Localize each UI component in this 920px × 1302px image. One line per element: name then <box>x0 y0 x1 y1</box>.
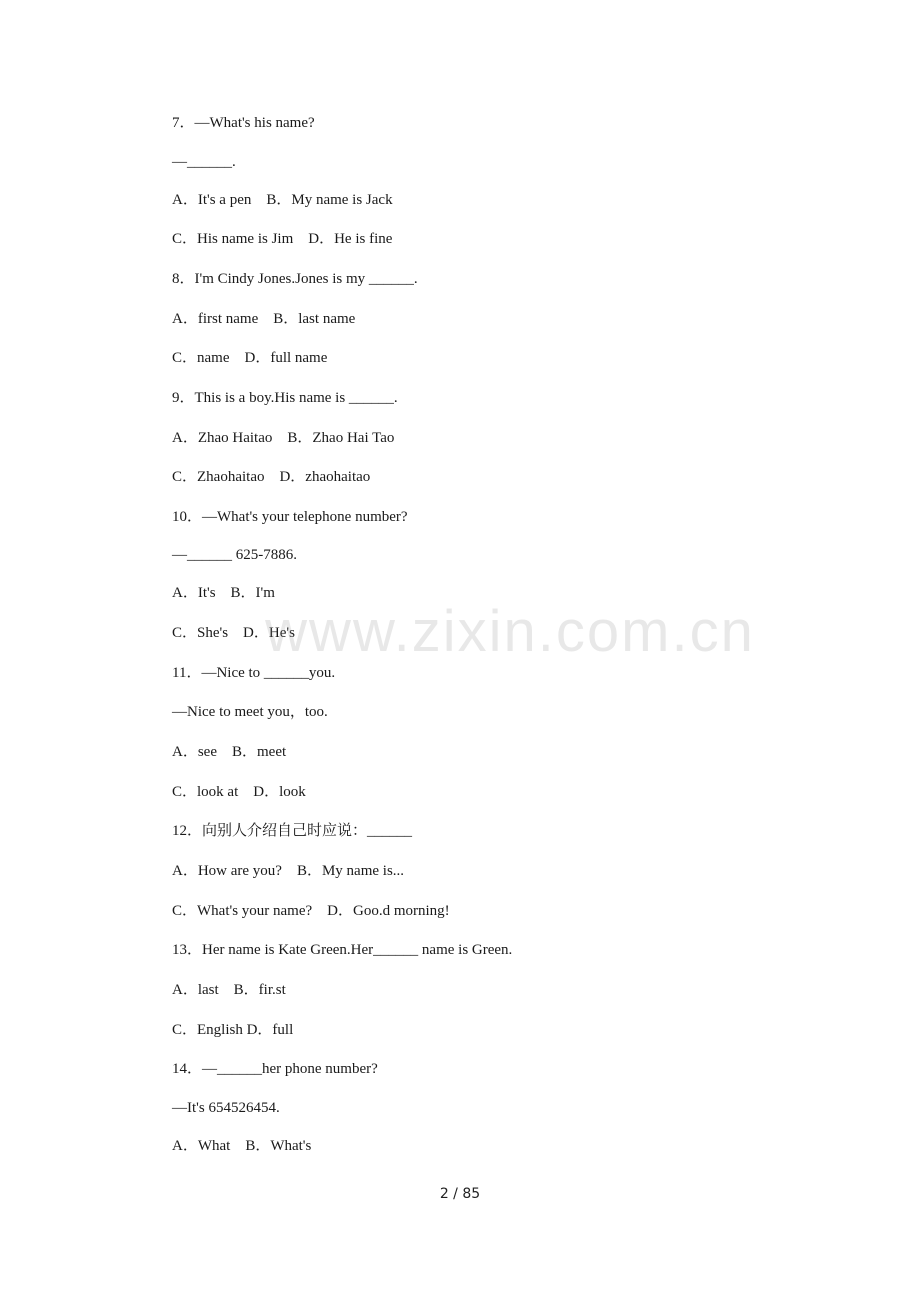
options-cd: C．What's your name? D．Goo.d morning! <box>172 903 450 919</box>
question-7: 7．—What's his name? <box>172 115 315 131</box>
options-ab: A．It's B．I'm <box>172 585 275 601</box>
options-ab: A．first name B．last name <box>172 311 356 327</box>
page-number: 2 / 85 <box>439 1186 481 1202</box>
options-cd: C．She's D．He's <box>172 625 295 641</box>
options-ab: A．last B．fir.st <box>172 982 286 998</box>
question-12: 12．向别人介绍自己时应说：______ <box>172 823 413 839</box>
options-cd: C．name D．full name <box>172 350 328 366</box>
options-cd: C．His name is Jim D．He is fine <box>172 231 393 247</box>
answer-line: —______ 625-7886. <box>172 547 297 563</box>
watermark: www.zixin.com.cn <box>265 599 755 664</box>
options-cd: C．look at D．look <box>172 784 306 800</box>
options-ab: A．It's a pen B．My name is Jack <box>172 192 393 208</box>
question-14: 14．—______her phone number? <box>172 1061 378 1077</box>
question-9: 9．This is a boy.His name is ______. <box>172 390 398 406</box>
options-cd: C．English D．full <box>172 1022 294 1038</box>
question-8: 8．I'm Cindy Jones.Jones is my ______. <box>172 271 418 287</box>
question-11: 11．—Nice to ______you. <box>172 665 336 681</box>
answer-blank: —______. <box>172 154 236 170</box>
question-13: 13．Her name is Kate Green.Her______ name is Green. <box>172 942 513 958</box>
options-cd: C．Zhaohaitao D．zhaohaitao <box>172 469 371 485</box>
answer-line: —It's 654526454. <box>172 1100 280 1116</box>
options-ab: A．How are you? B．My name is... <box>172 863 405 879</box>
options-ab: A．What B．What's <box>172 1138 312 1154</box>
options-ab: A．see B．meet <box>172 744 287 760</box>
options-ab: A．Zhao Haitao B．Zhao Hai Tao <box>172 430 395 446</box>
question-10: 10．—What's your telephone number? <box>172 509 408 525</box>
answer-line: —Nice to meet you，too. <box>172 704 328 720</box>
